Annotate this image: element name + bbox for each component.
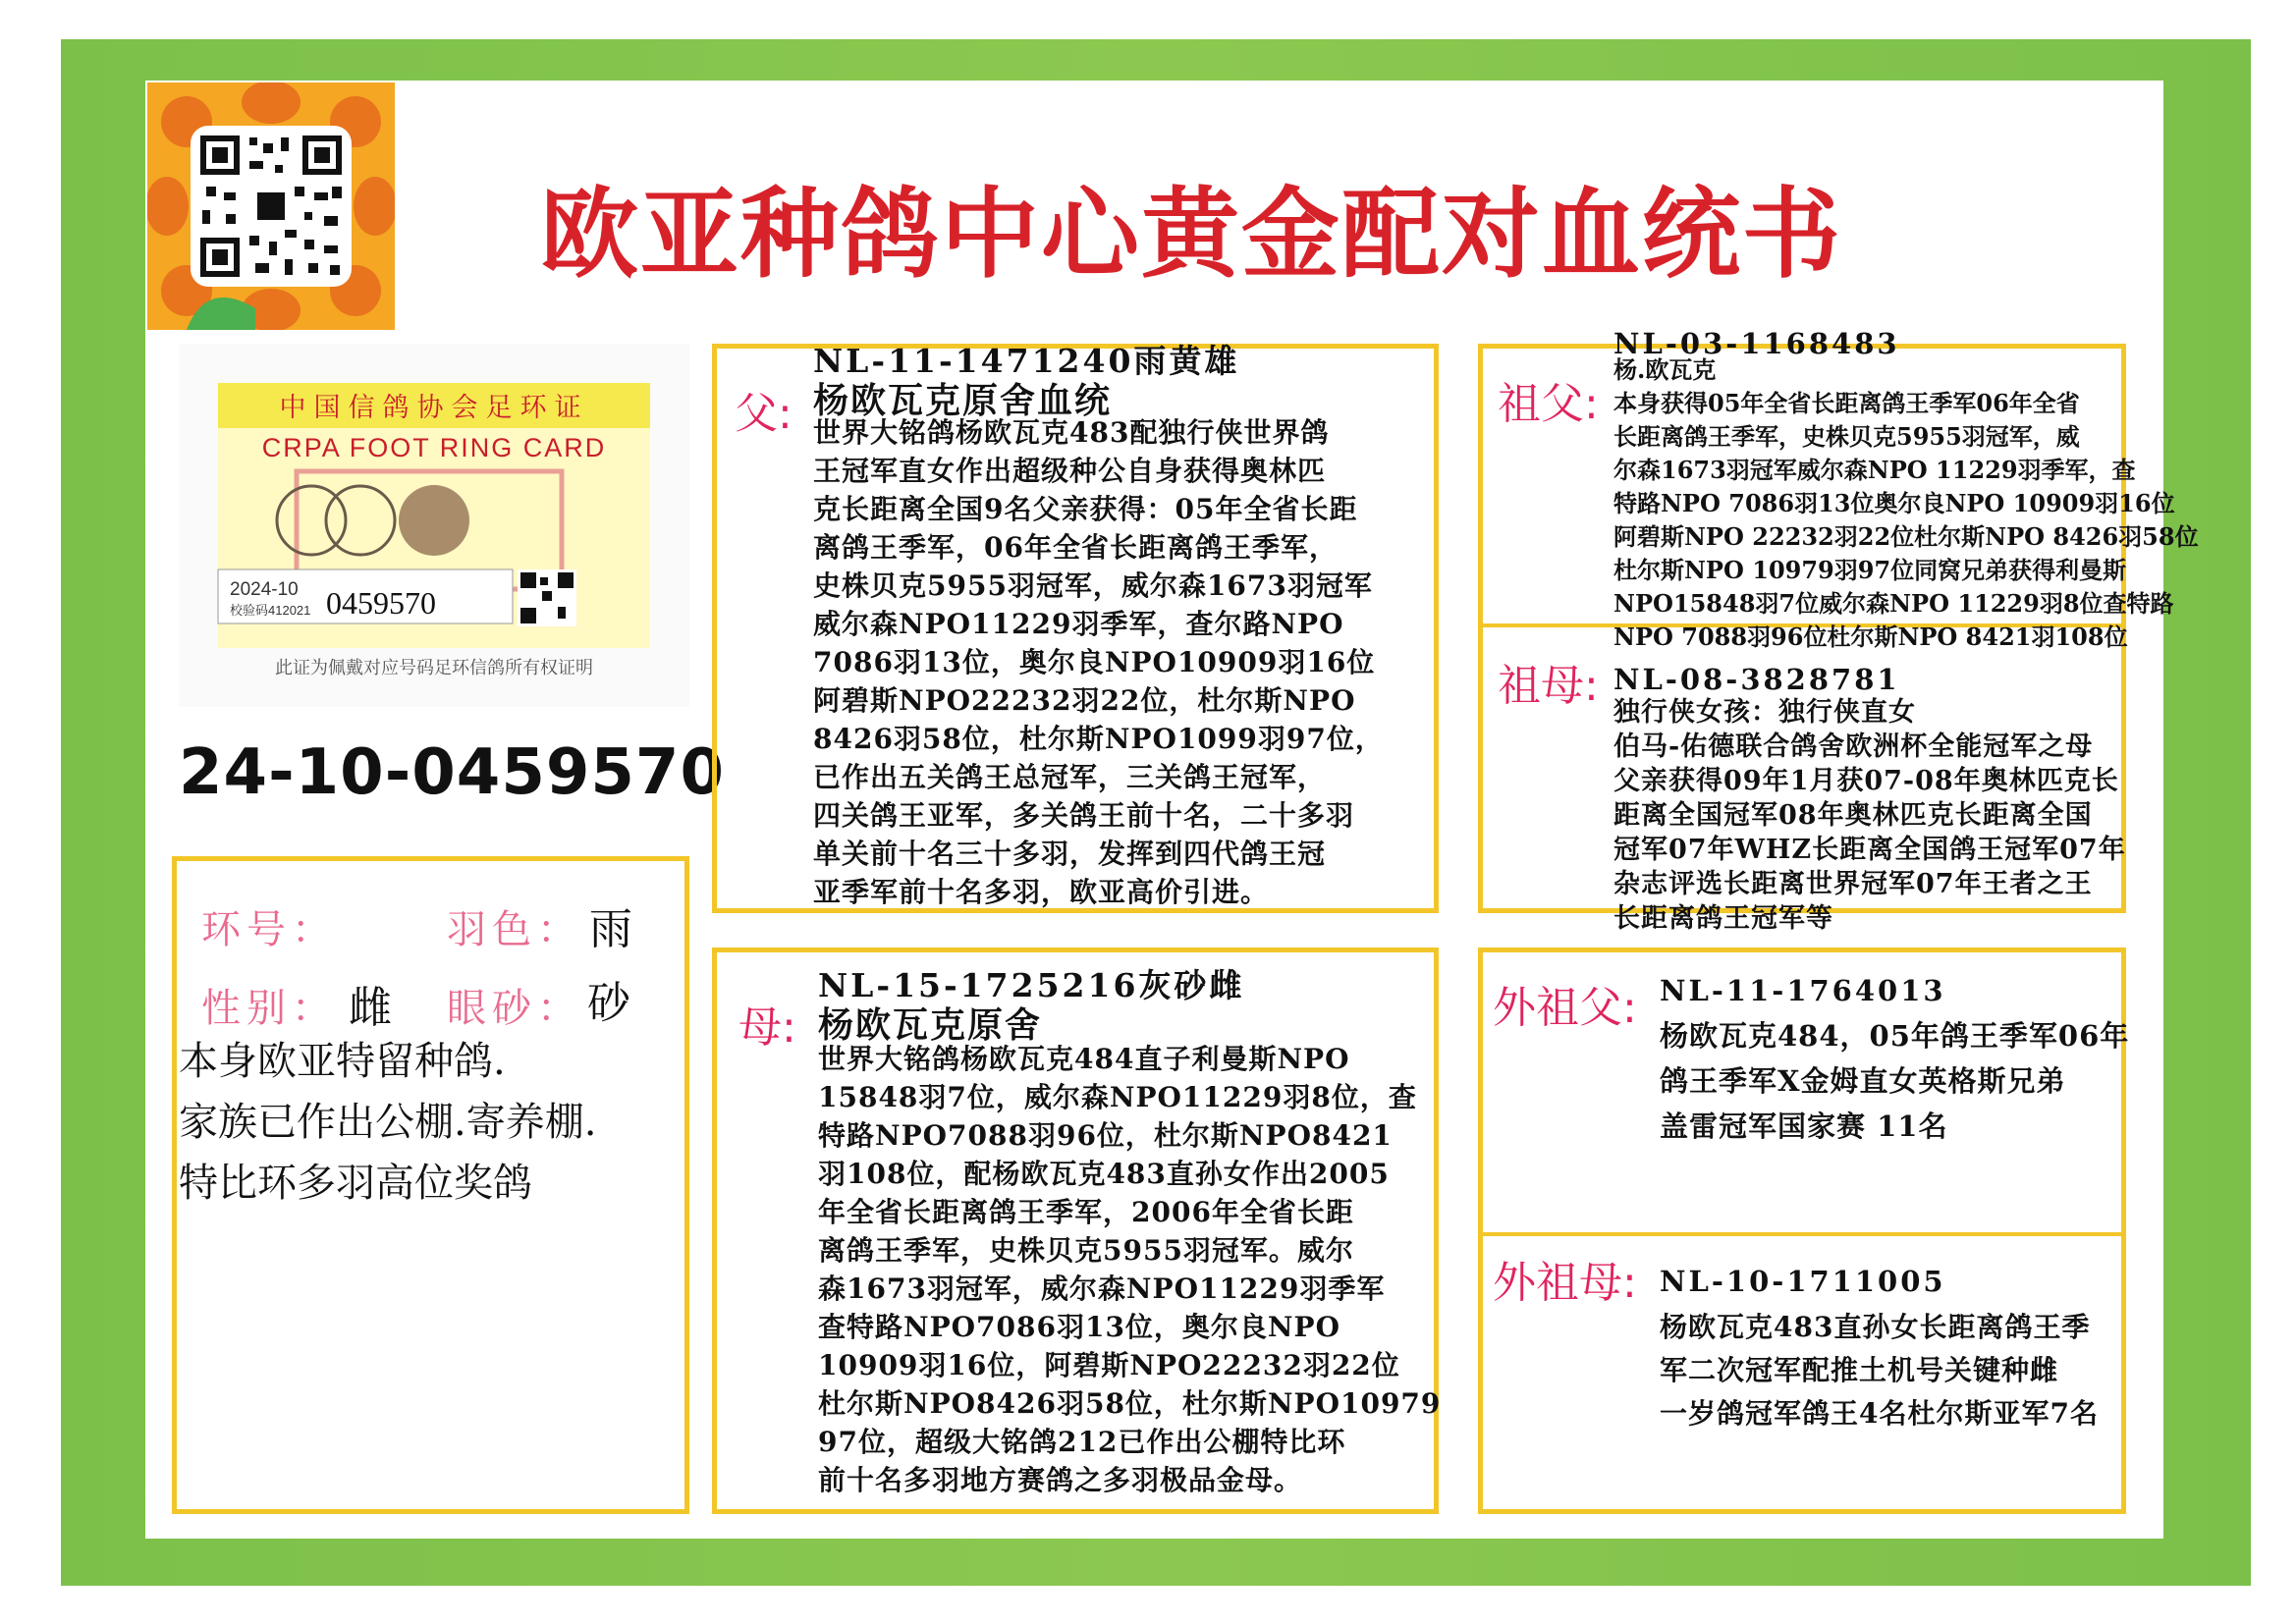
- description-line: 已作出五关鸽王总冠军，三关鸽王冠军，: [813, 761, 1327, 793]
- divider: [1478, 1232, 2126, 1236]
- grandmother-description: [1613, 695, 2126, 936]
- ring-card-number: 0459570: [326, 585, 436, 621]
- grandmother-label: 祖母:: [1498, 661, 1599, 711]
- ring-card-footer: 此证为佩戴对应号码足环信鸽所有权证明: [275, 658, 593, 677]
- description-line: 军二次冠军配推土机号关键种雌: [1660, 1354, 2059, 1386]
- eye-label: 眼砂：: [447, 986, 582, 1031]
- note-line: 本身欧亚特留种鸽.: [179, 1039, 506, 1084]
- description-line: 伯马-佑德联合鸽舍欧洲杯全能冠军之母: [1613, 731, 2094, 762]
- description-line: 长距离鸽王冠军等: [1613, 903, 1833, 934]
- grandfather-label: 祖父:: [1498, 379, 1599, 429]
- mother-label: 母:: [738, 1002, 796, 1053]
- eye-value: 砂: [587, 978, 630, 1028]
- maternal-grandmother-description: [1660, 1306, 2099, 1435]
- description-line: 一岁鸽冠军鸽王4名杜尔斯亚军7名: [1660, 1397, 2099, 1430]
- description-line: 特路NPO 7086羽13位奥尔良NPO 10909羽16位: [1613, 489, 2175, 517]
- ring-number: 24-10-0459570: [179, 736, 725, 809]
- description-line: 单关前十名三十多羽，发挥到四代鸽王冠: [813, 838, 1327, 870]
- description-line: 阿碧斯NPO22232羽22位，杜尔斯NPO: [813, 684, 1356, 717]
- description-line: 杨欧瓦克484，05年鸽王季军06年: [1660, 1019, 2130, 1053]
- color-value: 雨: [589, 904, 632, 954]
- father-label: 父:: [735, 389, 793, 439]
- description-line: 杜尔斯NPO8426羽58位，杜尔斯NPO10979: [818, 1387, 1442, 1420]
- maternal-grandfather-id: NL-11-1764013: [1660, 974, 1946, 1007]
- ring-card-check-code: 校验码412021: [230, 603, 311, 618]
- description-line: 四关鸽王亚军，多关鸽王前十名，二十多羽: [813, 799, 1355, 832]
- description-line: 阿碧斯NPO 22232羽22位杜尔斯NPO 8426羽58位: [1613, 522, 2199, 551]
- description-line: 年全省长距离鸽王季军，2006年全省长距: [818, 1196, 1354, 1228]
- maternal-grandfather-description: [1660, 1013, 2129, 1149]
- grandfather-description: [1613, 387, 2199, 654]
- description-line: 世界大铭鸽杨欧瓦克484直子利曼斯NPO: [818, 1043, 1350, 1075]
- description-line: 长距离鸽王季军，史株贝克5955羽冠军，威: [1613, 422, 2080, 451]
- description-line: 父亲获得09年1月获07-08年奥林匹克长: [1613, 766, 2119, 796]
- description-line: 杂志评选长距离世界冠军07年王者之王: [1613, 869, 2093, 899]
- description-line: 距离全国冠军08年奥林匹克长距离全国: [1613, 800, 2093, 831]
- note-line: 特比环多羽高位奖鸽: [179, 1161, 532, 1206]
- ring-card-qr-icon: [518, 569, 576, 626]
- description-line: 杜尔斯NPO 10979羽97位同窝兄弟获得利曼斯: [1613, 556, 2127, 584]
- description-line: NPO15848羽7位威尔森NPO 11229羽8位查特路: [1613, 589, 2174, 618]
- description-line: 离鸽王季军，06年全省长距离鸽王季军，: [813, 531, 1338, 564]
- description-line: 森1673羽冠军，威尔森NPO11229羽季军: [818, 1272, 1386, 1305]
- description-line: 特路NPO7088羽96位，杜尔斯NPO8421: [818, 1119, 1393, 1152]
- description-line: 前十名多羽地方赛鸽之多羽极品金母。: [818, 1464, 1303, 1496]
- grandfather-strain: 杨.欧瓦克: [1613, 355, 1717, 384]
- description-line: 克长距离全国9名父亲获得：05年全省长距: [813, 493, 1358, 525]
- description-line: 盖雷冠军国家赛 11名: [1660, 1110, 1948, 1143]
- description-line: 杨欧瓦克483直孙女长距离鸽王季: [1660, 1311, 2091, 1343]
- mother-id: NL-15-1725216灰砂雌: [818, 966, 1245, 1004]
- ring-card-header-en: CRPA FOOT RING CARD: [261, 433, 607, 462]
- description-line: NPO 7088羽96位杜尔斯NPO 8421羽108位: [1613, 623, 2128, 651]
- father-strain: 杨欧瓦克原舍血统: [813, 380, 1113, 421]
- description-line: 离鸽王季军，史株贝克5955羽冠军。威尔: [818, 1234, 1354, 1267]
- sex-value: 雌: [349, 983, 392, 1033]
- grandmother-id: NL-08-3828781: [1613, 663, 1900, 696]
- bird-notes: [179, 1031, 596, 1214]
- page-title: 欧亚种鸽中心黄金配对血统书: [540, 177, 1842, 292]
- color-label: 羽色：: [447, 907, 582, 952]
- description-line: 97位，超级大铭鸽212已作出公棚特比环: [818, 1426, 1346, 1458]
- father-description: [813, 413, 1384, 911]
- ring-card-year: 2024-10: [230, 579, 299, 600]
- maternal-grandmother-label: 外祖母:: [1493, 1258, 1637, 1308]
- description-line: 本身获得05年全省长距离鸽王季军06年全省: [1613, 389, 2080, 417]
- description-line: 羽108位，配杨欧瓦克483直孙女作出2005: [818, 1158, 1390, 1190]
- description-line: 威尔森NPO11229羽季军，查尔路NPO: [813, 608, 1344, 640]
- maternal-grandmother-id: NL-10-1711005: [1660, 1265, 1946, 1298]
- mother-strain: 杨欧瓦克原舍: [818, 1004, 1043, 1046]
- description-line: 7086羽13位，奥尔良NPO10909羽16位: [813, 646, 1376, 678]
- description-line: 10909羽16位，阿碧斯NPO22232羽22位: [818, 1349, 1400, 1381]
- description-line: 世界大铭鸽杨欧瓦克483配独行侠世界鸽: [813, 416, 1330, 449]
- qr-code-sunflower: [147, 82, 395, 330]
- description-line: 亚季军前十名多羽，欧亚高价引进。: [813, 876, 1270, 908]
- description-line: 冠军07年WHZ长距离全国鸽王冠军07年: [1613, 835, 2126, 865]
- description-line: 鸽王季军X金姆直女英格斯兄弟: [1660, 1064, 2066, 1098]
- description-line: 8426羽58位，杜尔斯NPO1099羽97位，: [813, 723, 1384, 755]
- grandmother-strain: 独行侠女孩：独行侠直女: [1613, 697, 1916, 728]
- crpa-logo-icon: [399, 485, 469, 556]
- description-line: 查特路NPO7086羽13位，奥尔良NPO: [818, 1311, 1340, 1343]
- ring-card-header-cn: 中国信鸽协会足环证: [279, 393, 589, 422]
- ring-label: 环号：: [201, 907, 337, 952]
- description-line: 15848羽7位，威尔森NPO11229羽8位，查: [818, 1081, 1417, 1113]
- maternal-grandfather-label: 外祖父:: [1493, 983, 1637, 1033]
- description-line: 尔森1673羽冠军威尔森NPO 11229羽季军，查: [1613, 456, 2136, 484]
- mother-description: [818, 1040, 1441, 1499]
- sex-label: 性别：: [201, 986, 337, 1031]
- ring-card: [179, 344, 689, 707]
- father-id: NL-11-1471240雨黄雄: [813, 342, 1240, 380]
- description-line: 王冠军直女作出超级种公自身获得奥林匹: [813, 455, 1327, 487]
- note-line: 家族已作出公棚.寄养棚.: [179, 1100, 597, 1145]
- description-line: 史株贝克5955羽冠军，威尔森1673羽冠军: [813, 569, 1373, 602]
- grandfather-id: NL-03-1168483: [1613, 327, 1900, 360]
